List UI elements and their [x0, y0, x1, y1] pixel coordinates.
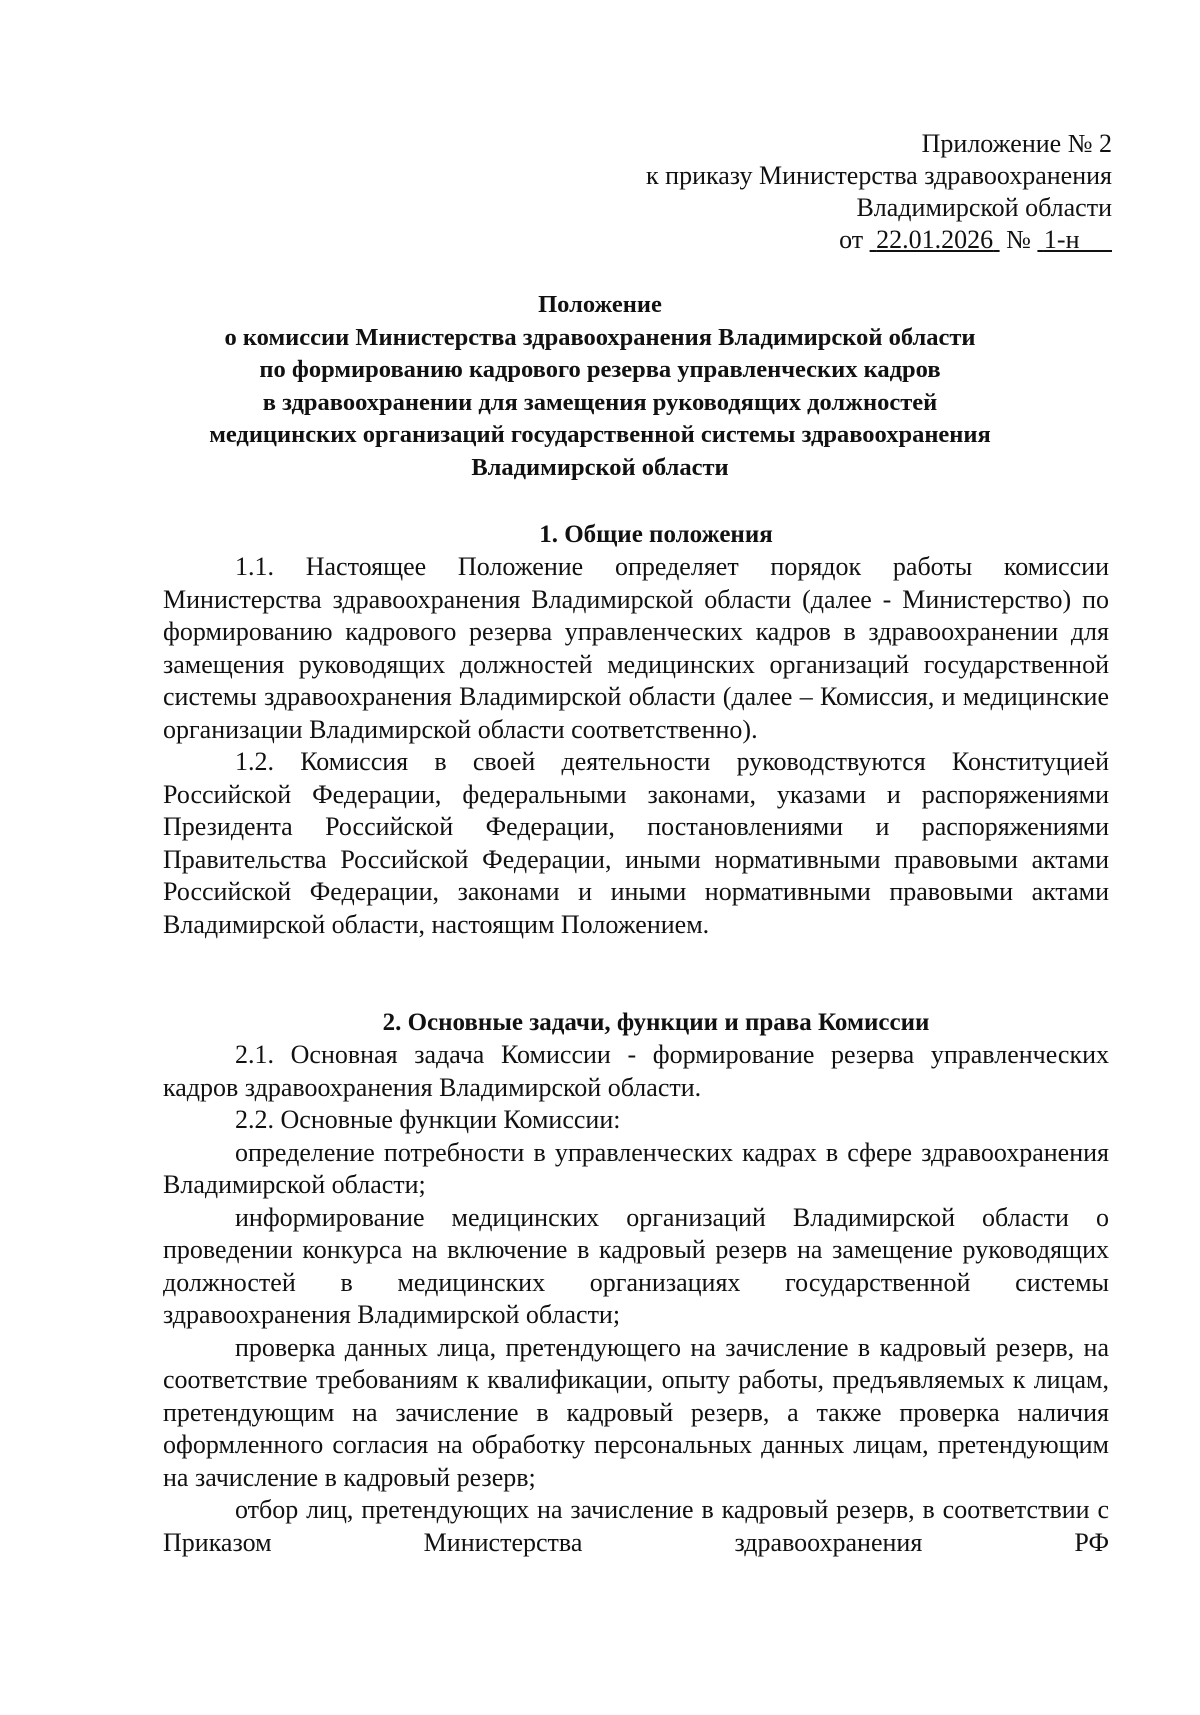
section-1-heading: 1. Общие положения: [539, 521, 773, 548]
paragraph-1-1: 1.1. Настоящее Положение определяет порядок работы комиссии Министерства здравоохранения Владимирской области (далее - Министерство) по формированию кадрового резерва управленческих кадров в здравоохранении для замещения руководящих должностей медицинских организаций государственной системы здравоохранения Владимирской области (далее – Комиссия, и медицинские организации Владимирской области соответственно).: [163, 552, 1109, 744]
annex-line-1: Приложение № 2: [921, 129, 1112, 158]
paragraph-1-2: 1.2. Комиссия в своей деятельности руководствуются Конституцией Российской Федерации, федеральными законами, указами и распоряжениями Президента Российской Федерации, постановлениями и распоряжениями Правительства Российской Федерации, иными нормативными правовыми актами Российской Федерации, законами и иными нормативными правовыми актами Владимирской области, настоящим Положением.: [163, 747, 1109, 939]
annex-line-3: Владимирской области: [856, 193, 1112, 222]
title-line-6: Владимирской области: [471, 453, 729, 481]
annex-from-label: от: [839, 225, 864, 254]
title-line-2: о комиссии Министерства здравоохранения Владимирской области: [224, 323, 976, 351]
paragraph-function-selection: отбор лиц, претендующих на зачисление в кадровый резерв, в соответствии с Приказом Министерства здравоохранения РФ: [163, 1495, 1109, 1557]
annex-date-line: [646, 224, 1112, 256]
annex-date: 22.01.2026: [876, 225, 994, 254]
paragraph-function-informing: информирование медицинских организаций Владимирской области о проведении конкурса на включение в кадровый резерв на замещение руководящих должностей в медицинских организациях государственной системы здравоохранения Владимирской области;: [163, 1202, 1109, 1329]
section-general: [163, 519, 1109, 941]
title-line-1: Положение: [538, 291, 662, 318]
paragraph-2-1: 2.1. Основная задача Комиссии - формирование резерва управленческих кадров здравоохранения Владимирской области.: [163, 1040, 1109, 1102]
paragraph-2-2: 2.2. Основные функции Комиссии:: [235, 1105, 621, 1134]
paragraph-function-verification: проверка данных лица, претендующего на зачисление в кадровый резерв, на соответствие требованиям к квалификации, опыту работы, предъявляемых к лицам, претендующим на зачисление в кадровый резерв, а также проверка наличия оформленного согласия на обработку персональных данных лицам, претендующим на зачисление в кадровый резерв;: [163, 1332, 1109, 1492]
section-2-heading: 2. Основные задачи, функции и права Комиссии: [382, 1009, 930, 1036]
title-line-5: медицинских организаций государственной системы здравоохранения: [209, 421, 991, 448]
title-line-3: по формированию кадрового резерва управленческих кадров: [259, 356, 941, 383]
annex-line-2: к приказу Министерства здравоохранения: [646, 161, 1112, 190]
annex-number-label: №: [1006, 225, 1031, 254]
document-title: [100, 289, 1100, 484]
annex-block: [646, 128, 1112, 256]
annex-number: 1-н: [1043, 225, 1080, 254]
title-line-4: в здравоохранении для замещения руководящих должностей: [262, 388, 938, 416]
paragraph-function-needs: определение потребности в управленческих кадрах в сфере здравоохранения Владимирской области;: [163, 1137, 1109, 1199]
section-tasks: [163, 1007, 1109, 1559]
